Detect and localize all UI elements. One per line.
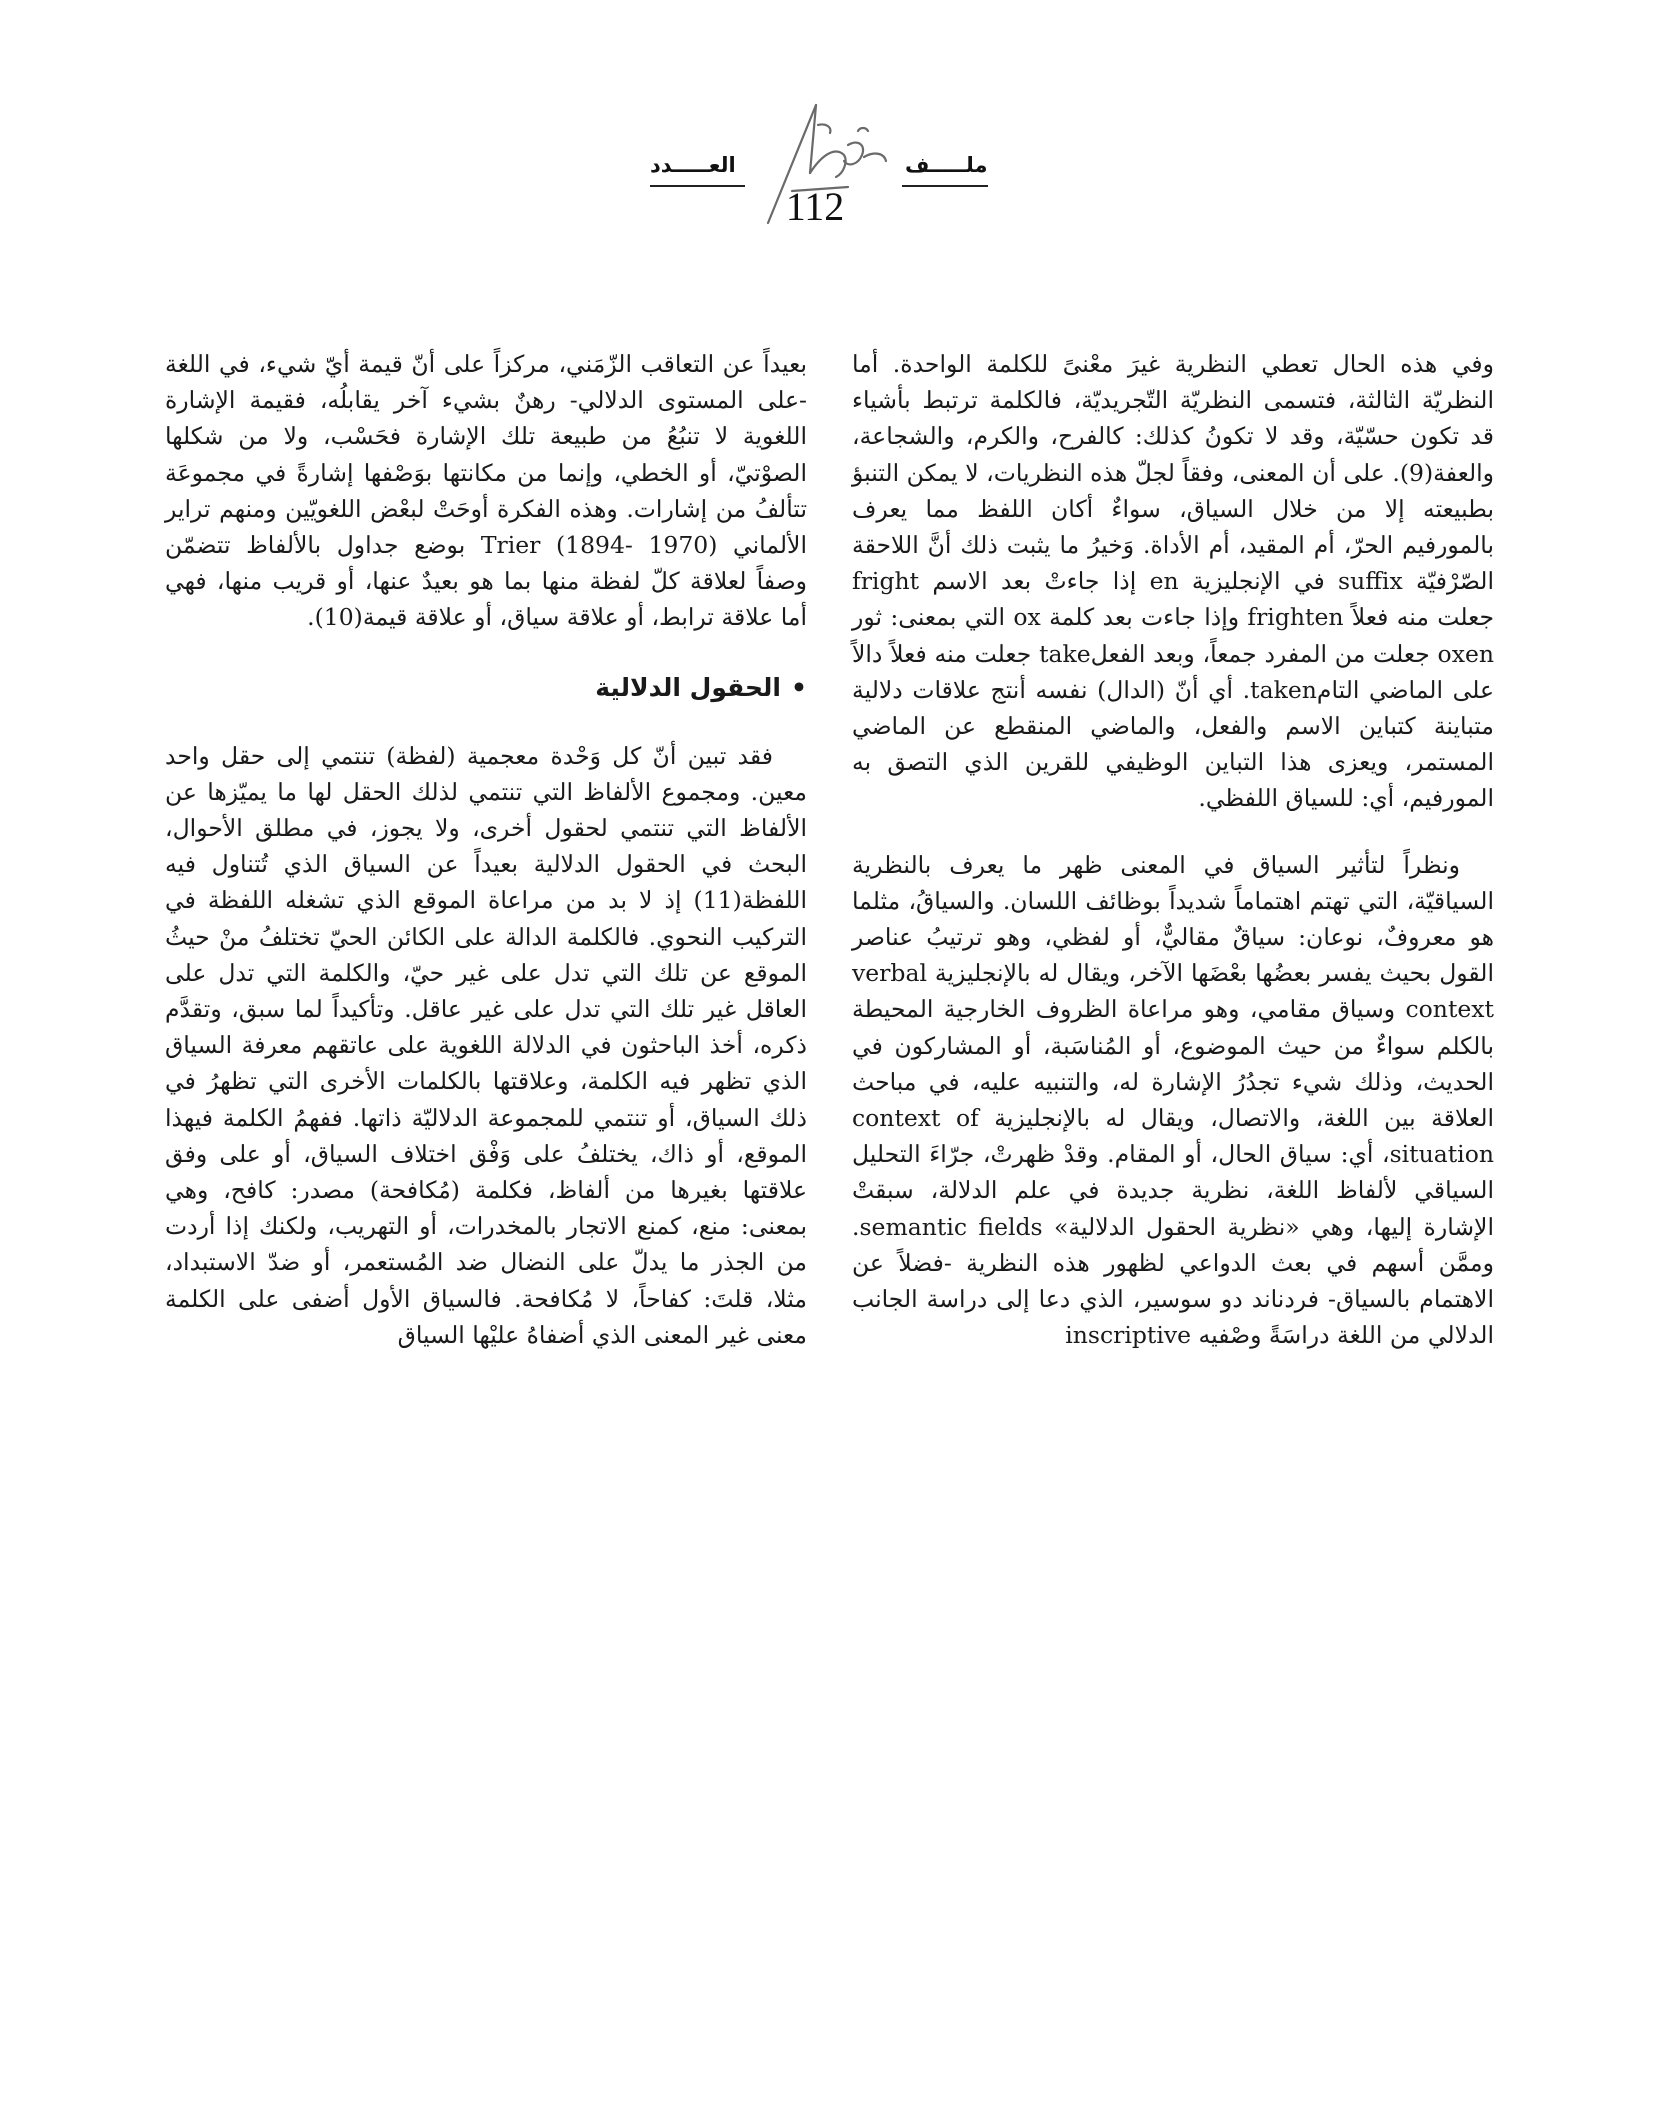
- section-heading-text: الحقول الدلالية: [595, 672, 782, 702]
- section-heading: [165, 668, 807, 708]
- right-column: [852, 346, 1494, 1353]
- header-section-label: ملـــــف: [905, 153, 988, 177]
- page-header: [0, 95, 1654, 235]
- paragraph: فقد تبين أنّ كل وَحْدة معجمية (لفظة) تنتمي إلى حقل واحد معين. ومجموع الألفاظ التي تنتمي لذلك الحقل لها ما يميّزها عن الألفاظ التي تنتمي لحقول أخرى، ولا يجوز، في مطلق الأحوال، البحث في الحقول الدلالية بعيداً عن السياق الذي تُتناول فيه اللفظة(11) إذ لا بد من مراعاة الموقع الذي تشغله اللفظة في التركيب النحوي. فالكلمة الدالة على الكائن الحيّ تختلفُ منْ حيثُ الموقع عن تلك التي تدل على غير حيّ، والكلمة التي تدل على العاقل غير تلك التي تدل على غير عاقل. وتأكيداً لما سبق، وتقدَّم ذكره، أخذ الباحثون في الدلالة اللغوية على عاتقهم معرفة السياق الذي تظهر فيه الكلمة، وعلاقتها بالكلمات الأخرى التي تظهرُ في ذلك السياق، أو تنتمي للمجموعة الدلاليّة ذاتها. ففهمُ الكلمة فيهذا الموقع، أو ذاك، يختلفُ على وَفْق اختلاف السياق، أو على وفق علاقتها بغيرها من ألفاظ، فكلمة (مُكافحة) مصدر: كافح، وهي بمعنى: منع، كمنع الاتجار بالمخدرات، أو التهريب، ولكنك إذا أردت من الجذر ما يدلّ على النضال ضد المُستعمر، أو ضدّ الاستبداد، مثلا، قلتَ: كفاحاً، لا مُكافحة. فالسياق الأول أضفى على الكلمة معنى غير المعنى الذي أضفاهُ عليْها السياق: [165, 741, 807, 1349]
- bullet-icon: •: [791, 672, 807, 702]
- paragraph: ونظراً لتأثير السياق في المعنى ظهر ما يعرف بالنظرية السياقيّة، التي تهتم اهتماماً شديداً بوظائف اللسان. والسياقُ، مثلما هو معروفٌ، نوعان: سياقٌ مقاليٌّ، أو لفظي، وهو ترتيبُ عناصر القول بحيث يفسر بعضُها بعْضَها الآخر، ويقال له بالإنجليزية verbal context وسياق مقامي، وهو مراعاة الظروف الخارجية المحيطة بالكلم سواءٌ من حيث الموضوع، أو المُناسَبة، أو المشاركون في الحديث، وذلك شيء تجدُرُ الإشارة له، والتنبيه عليه، في مباحث العلاقة بين اللغة، والاتصال، ويقال له بالإنجليزية context of situation، أي: سياق الحال، أو المقام. وقدْ ظهرتْ، جرّاءَ التحليل السياقي لألفاظ اللغة، نظرية جديدة في علم الدلالة، سبقتْ الإشارة إليها، وهي «نظرية الحقول الدلالية» semantic fields. وممَّن أسهم في بعث الدواعي لظهور هذه النظرية -فضلاً عن الاهتمام بالسياق- فردناند دو سوسير، الذي دعا إلى دراسة الجانب الدلالي من اللغة دراسَةً وصْفيه inscriptive: [852, 850, 1495, 1350]
- paragraph: وفي هذه الحال تعطي النظرية غيرَ معْنىً للكلمة الواحدة. أما النظريّة الثالثة، فتسمى النظريّة التّجريديّة، فالكلمة ترتبط بأشياء قد تكون حسّيّة، وقد لا تكونُ كذلك: كالفرح، والكرم، والشجاعة، والعفة(9). على أن المعنى، وفقاً لجلّ هذه النظريات، لا يمكن التنبؤ بطبيعته إلا من خلال السياق، سواءٌ أكان اللفظ مما يعرف بالمورفيم الحرّ، أم المقيد، أم الأداة. وَخيرُ ما يثبت ذلك أنَّ اللاحقة الصّرْفيّة suffix في الإنجليزية en إذا جاءتْ بعد الاسم fright جعلت منه فعلاً frighten وإذا جاءت بعد كلمة ox التي بمعنى: ثور oxen جعلت من المفرد جمعاً، وبعد الفعلtake جعلت منه فعلاً دالاً على الماضي التامtaken. أي أنّ (الدال) نفسه أنتج علاقات دلالية متباينة كتباين الاسم والفعل، والماضي المنقطع عن الماضي المستمر، ويعزى هذا التباين الوظيفي للقرين الذي التصق به المورفيم، أي: للسياق اللفظي.: [852, 350, 1494, 813]
- header-rule-right: [902, 185, 988, 187]
- page-number: 112: [785, 184, 845, 229]
- left-column: [165, 346, 807, 1353]
- header-issue-label: العـــــدد: [650, 153, 736, 177]
- paragraph: بعيداً عن التعاقب الزّمَني، مركزاً على أنّ قيمة أيّ شيء، في اللغة -على المستوى الدلالي- رهنٌ بشيء آخر يقابلُه، فقيمة الإشارة اللغوية لا تنبُعُ من طبيعة تلك الإشارة فحَسْب، ولا من شكلها الصوْتيّ، أو الخطي، وإنما من مكانتها بوَصْفها إشارةً في مجموعَة تتألفُ من إشارات. وهذه الفكرة أوحَتْ لبعْض اللغويّين ومنهم تراير الألماني Trier (1894- 1970) بوضع جداول بالألفاظ تتضمّن وصفاً لعلاقة كلّ لفظة منها بما هو بعيدٌ عنها، أو قريب منها، فهي أما علاقة ترابط، أو علاقة سياق، أو علاقة قيمة(10).: [165, 350, 807, 632]
- header-rule-left: [650, 185, 745, 187]
